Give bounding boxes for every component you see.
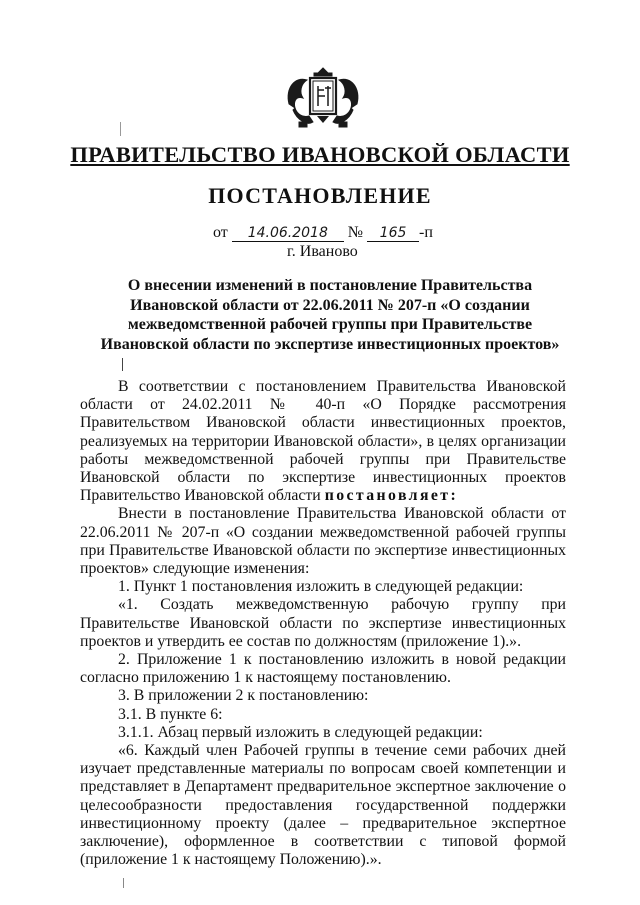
scan-mark (120, 122, 121, 136)
body-paragraph: Внести в постановление Правительства Ивановской области от 22.06.2011 № 207-п «О создании межведомственной рабочей группы при Правительстве Ивановской области по экспертизе инвестиционных проектов» следующие изменения: (80, 505, 566, 578)
body-paragraph: 3.1. В пункте 6: (118, 705, 223, 723)
body-paragraph: 2. Приложение 1 к постановлению изложить в новой редакции согласно приложению 1 к настоящему постановлению. (80, 651, 566, 687)
date-number-line (213, 224, 433, 242)
body-paragraph: 3.1.1. Абзац первый изложить в следующей редакции: (118, 723, 483, 741)
city: г. Иваново (287, 243, 358, 260)
preamble-paragraph (80, 378, 566, 505)
organization-title: ПРАВИТЕЛЬСТВО ИВАНОВСКОЙ ОБЛАСТИ (70, 142, 570, 167)
body-paragraph: «1. Создать межведомственную рабочую группу при Правительстве Ивановской области по экспертизе инвестиционных проектов и утвердить ее состав по должностям (приложение 1).». (80, 596, 566, 650)
body-paragraph: 1. Пункт 1 постановления изложить в следующей редакции: (118, 578, 524, 596)
resolves-colon: : (450, 487, 459, 505)
scan-mark (122, 358, 123, 371)
handwritten-date: 14.06.2018 (232, 226, 344, 242)
number-label: № (347, 224, 364, 241)
body-paragraph: 3. В приложении 2 к постановлению: (118, 687, 369, 705)
resolves-word: постановляет (324, 487, 451, 505)
document-subject: О внесении изменений в постановление Правительства Ивановской области от 22.06.2011 № 207-п «О создании межведомственной рабочей группы при Правительстве Ивановской области по экспертизе инвестиционных проектов» (100, 277, 560, 353)
handwritten-number: 165 (367, 226, 419, 242)
date-prefix: от (213, 224, 228, 241)
number-suffix: -п (419, 224, 433, 241)
scan-mark (123, 878, 124, 888)
coat-of-arms-emblem (283, 66, 363, 130)
document-body (80, 378, 566, 869)
preamble-text: В соответствии с постановлением Правительства Ивановской области от 24.02.2011 № 40-п «О Порядке рассмотрения Правительством Ивановской области инвестиционных проектов, реализуемых на территории Ивановской области», в целях организации работы межведомственной рабочей группы при Правительстве Ивановской области по экспертизе инвестиционных проектов Правительство Ивановской области (80, 378, 566, 505)
document-type: ПОСТАНОВЛЕНИЕ (208, 183, 432, 208)
body-paragraph: «6. Каждый член Рабочей группы в течение семи рабочих дней изучает представленные материалы по вопросам своей компетенции и представляет в Департамент предварительное экспертное заключение о целесообразности предоставления государственной поддержки инвестиционному проекту (далее – предварительное экспертное заключение), оформленное в соответствии с типовой формой (приложение 1 к настоящему Положению).». (80, 742, 566, 869)
